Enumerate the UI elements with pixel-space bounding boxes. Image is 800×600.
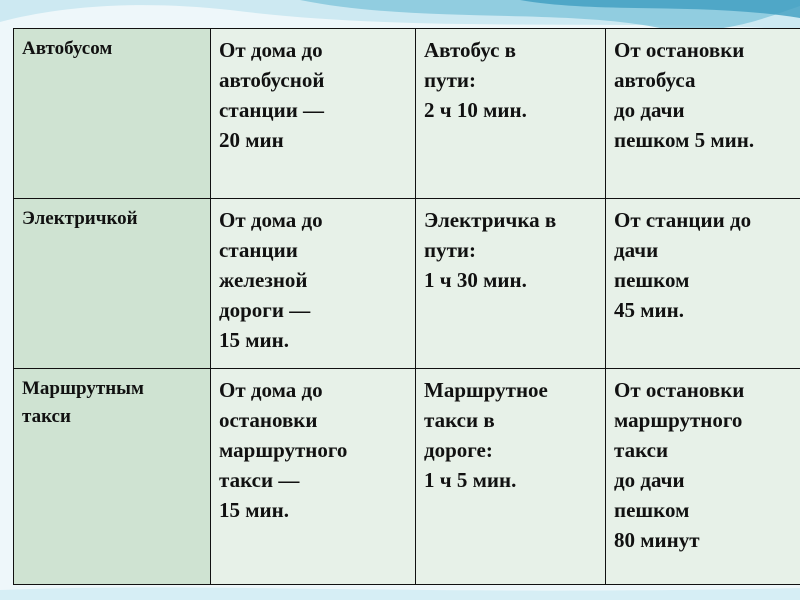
table-row [14, 369, 800, 585]
table-row [14, 29, 800, 199]
travel-mode-cell: Маршрутным такси [14, 369, 211, 585]
travel-mode-cell: Автобусом [14, 29, 211, 199]
in-transit-cell: Автобус в пути: 2 ч 10 мин. [416, 29, 606, 199]
home-to-stop-cell: От дома до автобусной станции — 20 мин [211, 29, 416, 199]
home-to-stop-cell: От дома до станции железной дороги — 15 мин. [211, 199, 416, 369]
home-to-stop-cell: От дома до остановки маршрутного такси — 15 мин. [211, 369, 416, 585]
table-row [14, 199, 800, 369]
travel-mode-cell: Электричкой [14, 199, 211, 369]
stop-to-dacha-cell: От станции до дачи пешком 45 мин. [606, 199, 800, 369]
travel-options-table [13, 28, 800, 585]
in-transit-cell: Маршрутное такси в дороге: 1 ч 5 мин. [416, 369, 606, 585]
stop-to-dacha-cell: От остановки маршрутного такси до дачи пешком 80 минут [606, 369, 800, 585]
in-transit-cell: Электричка в пути: 1 ч 30 мин. [416, 199, 606, 369]
stop-to-dacha-cell: От остановки автобуса до дачи пешком 5 мин. [606, 29, 800, 199]
